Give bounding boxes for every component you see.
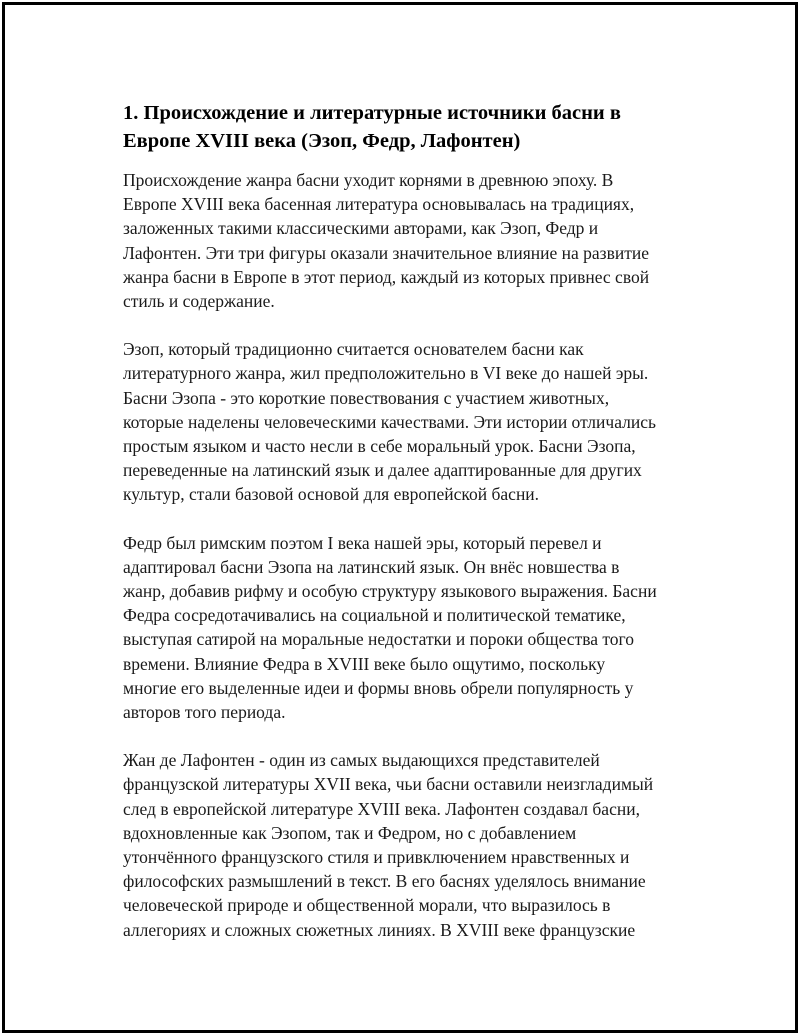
section-title: [123, 99, 703, 155]
text-line: французской литературы XVII века, чьи басни оставили неизгладимый: [123, 774, 654, 795]
text-line: Лафонтен. Эти три фигуры оказали значительное влияние на развитие: [123, 242, 649, 263]
paragraph-lafontaine: [123, 748, 703, 942]
text-line: Жан де Лафонтен - один из самых выдающихся представителей: [123, 750, 600, 771]
text-line: жанр, добавив рифму и особую структуру языкового выражения. Басни: [123, 581, 657, 602]
text-line: философских размышлений в текст. В его баснях уделялось внимание: [123, 871, 646, 892]
text-line: времени. Влияние Федра в XVIII веке было ощутимо, поскольку: [123, 653, 606, 674]
text-line: вдохновленные как Эзопом, так и Федром, но с добавлением: [123, 822, 577, 843]
paragraph-aesop: [123, 337, 703, 506]
text-line: литературного жанра, жил предположительно в VI веке до нашей эры.: [123, 363, 649, 384]
text-line: адаптировал басни Эзопа на латинский язык. Он внёс новшества в: [123, 556, 620, 577]
text-line: заложенных такими классическими авторами, как Эзоп, Федр и: [123, 218, 599, 239]
text-line: Федра сосредотачивались на социальной и политической тематике,: [123, 605, 626, 626]
text-line: Европе XVIII века басенная литература основывалась на традициях,: [123, 194, 635, 215]
text-line: Басни Эзопа - это короткие повествования с участием животных,: [123, 387, 610, 408]
text-line: утончённого французского стиля и привключением нравственных и: [123, 847, 630, 868]
page-frame: [2, 2, 798, 1033]
text-line: переведенные на латинский язык и далее адаптированные для других: [123, 460, 642, 481]
document-body: [123, 99, 703, 966]
paragraph-origin: [123, 168, 703, 313]
text-line: выступая сатирой на моральные недостатки и пороки общества того: [123, 629, 635, 650]
text-line: которые наделены человеческими качествами. Эти истории отличались: [123, 411, 656, 432]
text-line: культур, стали базовой основой для европейской басни.: [123, 484, 540, 505]
text-line: Происхождение жанра басни уходит корнями в древнюю эпоху. В: [123, 170, 614, 190]
text-line: Федр был римским поэтом I века нашей эры, который перевел и: [123, 532, 602, 553]
text-line: многие его выделенные идеи и формы вновь обрели популярность у: [123, 677, 634, 698]
text-line: человеческой природе и общественной морали, что выразилось в: [123, 895, 611, 916]
paragraph-phaedrus: [123, 531, 703, 725]
title-line: 1. Происхождение и литературные источники басни в: [123, 102, 621, 124]
text-line: аллегориях и сложных сюжетных линиях. В XVIII веке французские: [123, 919, 636, 940]
title-line: Европе XVIII века (Эзоп, Федр, Лафонтен): [123, 130, 521, 152]
text-line: Эзоп, который традиционно считается основателем басни как: [123, 339, 584, 360]
text-line: стиль и содержание.: [123, 291, 275, 312]
text-line: авторов того периода.: [123, 702, 286, 723]
text-line: простым языком и часто несли в себе моральный урок. Басни Эзопа,: [123, 436, 636, 457]
text-line: след в европейской литературе XVIII века. Лафонтен создавал басни,: [123, 798, 640, 819]
text-line: жанра басни в Европе в этот период, каждый из которых привнес свой: [123, 266, 650, 287]
